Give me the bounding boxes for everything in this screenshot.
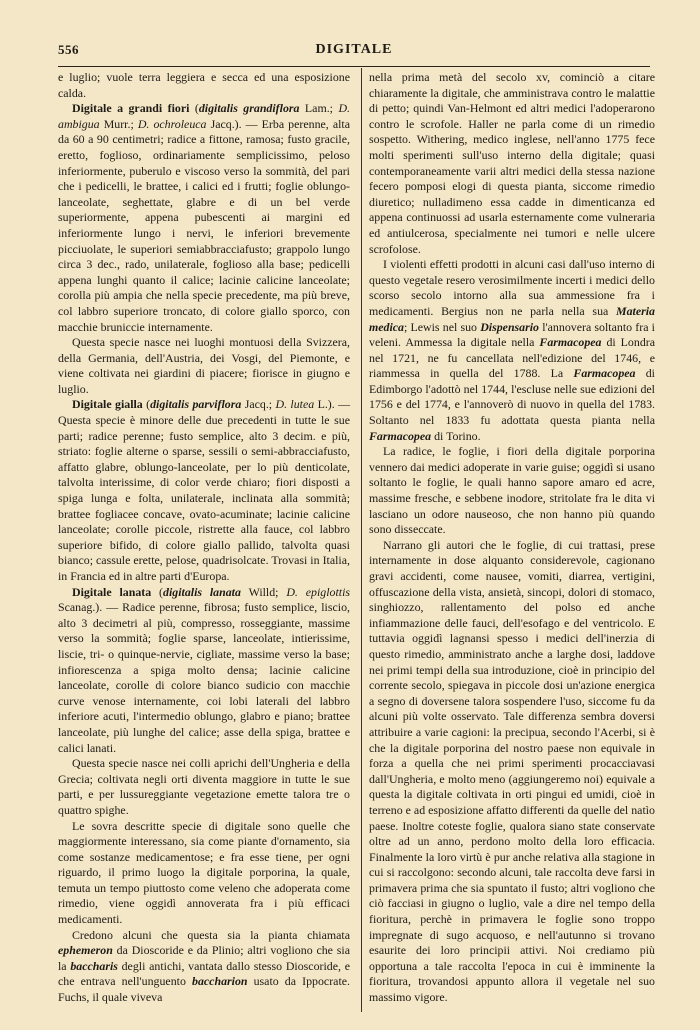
body-text: Le sovra descritte specie di digitale sono quelle che maggiormente interessano, sia come piante d'ornamento, sia come sostanze medicamentose; e fra esse tiene, per ogni riguardo, il primo luogo la digitale porporina, la quale, temuta un tempo piuttosto come veleno che adoperata come rimedio, viene oggidì annoverata fra i più efficaci medicamenti.	[58, 818, 350, 927]
emphasis-text: Digitale a grandi fiori	[72, 101, 190, 116]
emphasis-text: Farmacopea	[369, 428, 432, 443]
paragraph	[58, 335, 350, 397]
paragraph	[58, 819, 350, 928]
body-text: La radice, le foglie, i fiori della digitale porporina vennero dai medici adoperate in varie guise; oggidì si usano soltanto le foglie, le quali hanno sapore amaro ed acre, massime fresche, e sebbene inodore, stritolate fra le dita vi lasciano un odore nauseoso, che non hanno più quando sono disseccate.	[369, 444, 655, 537]
emphasis-text: D. ochroleuca	[137, 116, 207, 131]
emphasis-text: ephemeron	[58, 943, 113, 958]
body-text: da Dioscoride e da Plinio; altri vogliono che sia la	[58, 943, 350, 973]
emphasis-text: Digitale lanata	[72, 584, 152, 599]
body-text: nella prima metà del secolo xv, cominciò a citare chiaramente la digitale, che amministrava contro le malattie di petto; quindi Van-Helmont ed altri medici l'adoperarono contro le scrofole. Haller ne parla come di un rimedio sospetto. Withering, medico inglese, nell'anno 1775 fece molti sperimenti sull'uso interno della digitale; quasi contemporaneamente varii altri medici della stessa nazione fecero pomposi elogi di questa pianta, siccome rimedio diuretico; nulladimeno essa cadde in dimenticanza ed appena continuossi ad usarla esternamente come vulneraria ed antiulcerosa, specialmente nei tumori e nelle ulcere scrofolose.	[369, 70, 655, 256]
body-text: (	[189, 101, 199, 116]
body-text: Jacq.). — Erba perenne, alta da 60 a 90 centimetri; radice a fittone, ramosa; fusto gracile, eretto, foglioso, ordinariamente semplicissimo, peloso inferiormente, puberulo e viscoso verso la sommità, del pari che i pedicelli, le brattee, i calici ed i frutti; foglie oblungo-lanceolate, seghettate, glabre e di un bel verde superiormente, appena pubescenti ai margini ed inferiormente lungo i nervi, le inferiori brevemente picciuolate, le superiori semiabbracciafusto; grappolo lungo circa 3 dec., rado, unilaterale, foglioso alla base; pedicelli appena lunghi quanto il calice; lacinie calicine lanceolate; corolla più ampia che nella specie precedente, ma più breve, col labbro superiore troncato, di colore giallo sporco, con macchie bruniccie internamente.	[58, 116, 350, 334]
page-header	[58, 42, 650, 64]
body-text: e luglio; vuole terra leggiera e secca ed una esposizione calda.	[58, 70, 350, 100]
emphasis-text: digitalis lanata	[163, 584, 241, 599]
paragraph	[58, 70, 350, 101]
paragraph	[58, 585, 350, 757]
body-text: Questa specie nasce nei luoghi montuosi della Svizzera, della Germania, dell'Austria, dei Vosgi, del Piemonte, e viene coltivata nei giardini di piacere; fiorisce in giugno e luglio.	[58, 335, 350, 396]
page-number: 556	[58, 42, 79, 57]
paragraph	[369, 70, 655, 257]
body-text: l'annovera soltanto fra i veleni. Ammessa la digitale nella	[369, 319, 655, 350]
body-text: Credono alcuni che questa sia la pianta chiamata	[72, 927, 350, 942]
body-text: di Londra nel 1721, ne fu cancellata nell'edizione del 1746, e riammessa in quella del 1788. La	[369, 335, 655, 381]
body-text: (	[142, 397, 151, 412]
emphasis-text: D. ambigua	[58, 101, 351, 131]
emphasis-text: D. epiglottis	[286, 584, 351, 599]
right-column	[369, 70, 655, 1014]
emphasis-text: baccharion	[192, 974, 248, 989]
body-text: degli antichi, vantata dallo stesso Dioscoride, e che entrava nell'unguento	[58, 958, 350, 989]
body-text: Narrano gli autori che le foglie, di cui trattasi, prese internamente in dose alquanto considerevole, cagionano gravi accidenti, come nausee, vomiti, diarrea, vertigini, offuscazione della vista, ansietà, sincopi, dolori di stomaco, singhiozzo, rallentamento del polso ed anche infiammazione delle fauci, dell'esofago e del ventricolo. E tuttavia oggidì lagnansi spesso i medici dell'inerzia di questo rimedio, amministrato anche a larghe dosi, laddove nei primi tempi della sua introduzione, cioè in principio del corrente secolo, spiegava in piccole dosi un'azione energica a segno di doversene talora sospendere l'uso, siccome fu da alcuni più volte osservato. Tale differenza sembra doversi attribuire a varie cagioni: la precipua, secondo l'Acerbi, si è che la digitale porporina del nostro paese non equivale in forza a quella che nei primi sperimenti procacciavasi dall'Ungheria, e molto meno (aggiungeremo noi) equivale a questa la digitale coltivata in orti pingui ed umidi, cioè in terreno e ad esposizione affatto differenti da quelle del natìo paese. Inoltre coteste foglie, qualora siano state conservate oltre ad un anno, perdono molto della loro efficacia. Finalmente la loro virtù è pur anche relativa alla stagione in cui si raccolgono: secondo alcuni, tale raccolta deve farsi in primavera prima che sia spuntato il fusto; altri vogliono che ciò facciasi in giugno o luglio, vale a dire nel tempo della fioritura, perchè in primavera le foglie sono troppo impregnate di sugo acquoso, e nell'autunno si trovano esaurite dei loro principii attivi. Noi crediamo più opportuna a tale raccolta l'epoca in cui è imminente la fioritura, trovandosi appunto allora il vegetale nel suo massimo vigore.	[369, 537, 655, 1005]
body-text: Lam.;	[299, 101, 339, 116]
running-title: DIGITALE	[315, 42, 393, 57]
body-text: Jacq.;	[241, 397, 276, 412]
paragraph	[369, 538, 655, 1006]
body-text: Murr.;	[99, 116, 138, 131]
emphasis-text: baccharis	[70, 958, 118, 973]
body-text: (	[151, 584, 164, 599]
body-text: Willd;	[240, 584, 287, 599]
emphasis-text: digitalis grandiflora	[198, 101, 300, 116]
body-text: Questa specie nasce nei colli aprichi dell'Ungheria e della Grecia; coltivata negli orti diventa maggiore in tutte le sue parti, e per lussureggiante vegetazione emette talora tre o quattro spighe.	[58, 756, 350, 817]
emphasis-text: Farmacopea	[539, 335, 602, 350]
body-text: L.). — Questa specie è minore delle due precedenti in tutte le sue parti; radice perenne; fusto semplice, alto 3 decim. e più, striato: foglie alterne o sparse, sessili o semi-abbracciafusto, affatto glabre, oblungo-lanceolate, per lo più denticolate, talvolta interissime, di color verde chiaro; fiori disposti a spiga lunga e folta, unilaterale, inclinata alla sommità; brattee fogliacee concave, ovato-acuminate; lacinie calicine lanceolate; corolle piccole, ristrette alla fauce, col labbro superiore bifido, di colore giallo pallido, talvolta quasi bianco; cassule erette, pelose, quadrisolcate. Trovasi in Italia, in Francia ed in altre parti d'Europa.	[58, 397, 351, 583]
body-text: Scanag.). — Radice perenne, fibrosa; fusto semplice, liscio, alto 3 decimetri al più, compresso, rosseggiante, massime verso la sommità; foglie sparse, lanceolate, intierissime, liscie, tri- o quinque-nervie, cigliate, massime verso la base; infiorescenza a spiga molto densa; lacinie calicine lanceolate, corolle di colore bianco sudicio con macchie curve venose internamente, coi lobi laterali del labbro inferiore acuti, l'intermedio oblungo, glabro e piano; brattee lanceolate, più lunghe del calice; asse della spiga, brattee e calici lanati.	[58, 600, 350, 755]
body-text: I violenti effetti prodotti in alcuni casi dall'uso interno di questo vegetale resero verosimilmente incerti i medici dello scorso secolo intorno alla sua ammessione fra i medicamenti. Bergius non ne parla nella sua	[369, 257, 655, 318]
paragraph	[58, 756, 350, 818]
emphasis-text: Farmacopea	[573, 366, 636, 381]
left-column	[58, 70, 350, 1014]
body-text: di Edimborgo l'adottò nel 1744, l'escluse nelle sue edizioni del 1756 e del 1774, e l'annoverò di nuovo in quella del 1783. Soltanto nel 1833 fu adottata questa pianta nella	[369, 366, 655, 428]
paragraph	[58, 397, 350, 584]
header-rule	[58, 66, 650, 67]
paragraph	[58, 101, 350, 335]
paragraph	[58, 928, 350, 1006]
body-text: di Torino.	[431, 428, 481, 443]
emphasis-text: Digitale gialla	[72, 397, 143, 412]
body-text: ; Lewis nel suo	[404, 319, 481, 334]
body-text: usato da Ippocrate. Fuchs, il quale viveva	[58, 974, 350, 1005]
emphasis-text: D. lutea	[275, 397, 315, 412]
emphasis-text: digitalis parviflora	[150, 397, 242, 412]
column-divider	[361, 68, 362, 1012]
paragraph	[369, 257, 655, 444]
emphasis-text: Dispensario	[480, 319, 540, 334]
emphasis-text: Materia medica	[369, 303, 655, 334]
paragraph	[369, 444, 655, 538]
